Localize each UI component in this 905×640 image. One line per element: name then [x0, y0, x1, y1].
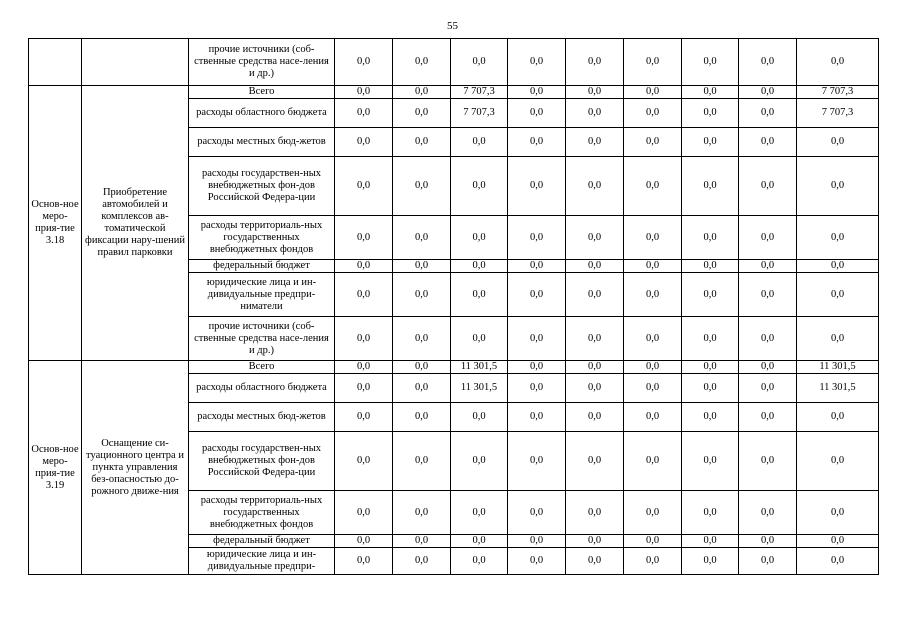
value-cell: 0,0 — [508, 99, 566, 128]
value-cell: 0,0 — [566, 99, 624, 128]
value-cell: 0,0 — [624, 99, 682, 128]
funding-source-cell: федеральный бюджет — [189, 535, 335, 548]
value-cell: 0,0 — [739, 374, 797, 403]
value-cell: 0,0 — [739, 216, 797, 260]
value-cell: 0,0 — [682, 361, 739, 374]
value-cell: 0,0 — [566, 157, 624, 216]
value-cell: 0,0 — [682, 216, 739, 260]
total-value-cell: 0,0 — [797, 403, 879, 432]
value-cell: 0,0 — [335, 491, 393, 535]
value-cell: 0,0 — [335, 317, 393, 361]
value-cell: 0,0 — [335, 548, 393, 575]
value-cell: 0,0 — [393, 273, 451, 317]
funding-source-cell: расходы территориаль-ных государственных внебюджетных фондов — [189, 491, 335, 535]
value-cell: 0,0 — [508, 128, 566, 157]
funding-source-cell: расходы местных бюд-жетов — [189, 403, 335, 432]
total-value-cell: 11 301,5 — [797, 361, 879, 374]
value-cell: 0,0 — [393, 128, 451, 157]
value-cell: 0,0 — [624, 273, 682, 317]
value-cell: 0,0 — [451, 260, 508, 273]
value-cell: 7 707,3 — [451, 86, 508, 99]
funding-source-cell: юридические лица и ин-дивидуальные предпри- — [189, 548, 335, 575]
funding-source-cell: прочие источники (соб-ственные средства насе-ления и др.) — [189, 39, 335, 86]
value-cell: 0,0 — [393, 432, 451, 491]
value-cell: 0,0 — [508, 374, 566, 403]
value-cell: 0,0 — [739, 39, 797, 86]
event-number-cell — [29, 39, 82, 86]
value-cell: 0,0 — [508, 39, 566, 86]
value-cell: 0,0 — [393, 491, 451, 535]
value-cell: 0,0 — [335, 432, 393, 491]
value-cell: 0,0 — [508, 157, 566, 216]
total-value-cell: 0,0 — [797, 317, 879, 361]
value-cell: 0,0 — [451, 548, 508, 575]
value-cell: 0,0 — [624, 403, 682, 432]
value-cell: 0,0 — [566, 128, 624, 157]
total-value-cell: 0,0 — [797, 535, 879, 548]
value-cell: 0,0 — [335, 374, 393, 403]
value-cell: 0,0 — [739, 99, 797, 128]
value-cell: 0,0 — [335, 86, 393, 99]
value-cell: 0,0 — [508, 432, 566, 491]
total-value-cell: 0,0 — [797, 491, 879, 535]
table-row — [29, 361, 879, 374]
value-cell: 0,0 — [335, 403, 393, 432]
table-body — [29, 39, 879, 575]
value-cell: 0,0 — [393, 374, 451, 403]
value-cell: 0,0 — [566, 432, 624, 491]
total-value-cell: 0,0 — [797, 216, 879, 260]
total-value-cell: 0,0 — [797, 273, 879, 317]
value-cell: 0,0 — [451, 39, 508, 86]
total-value-cell: 0,0 — [797, 432, 879, 491]
value-cell: 0,0 — [624, 374, 682, 403]
value-cell: 0,0 — [682, 403, 739, 432]
total-value-cell: 0,0 — [797, 157, 879, 216]
funding-source-cell: расходы местных бюд-жетов — [189, 128, 335, 157]
value-cell: 0,0 — [508, 216, 566, 260]
value-cell: 0,0 — [624, 39, 682, 86]
value-cell: 0,0 — [566, 273, 624, 317]
value-cell: 0,0 — [508, 317, 566, 361]
value-cell: 0,0 — [739, 491, 797, 535]
value-cell: 0,0 — [335, 39, 393, 86]
value-cell: 0,0 — [508, 86, 566, 99]
total-value-cell: 0,0 — [797, 39, 879, 86]
value-cell: 0,0 — [624, 317, 682, 361]
value-cell: 11 301,5 — [451, 374, 508, 403]
value-cell: 0,0 — [335, 99, 393, 128]
event-number-cell: Основ-ное меро-прия-тие 3.18 — [29, 86, 82, 361]
value-cell: 0,0 — [739, 403, 797, 432]
value-cell: 0,0 — [682, 39, 739, 86]
funding-source-cell: расходы территориаль-ных государственных внебюджетных фондов — [189, 216, 335, 260]
event-description-cell — [82, 39, 189, 86]
funding-source-cell: юридические лица и ин-дивидуальные предпри-ниматели — [189, 273, 335, 317]
funding-source-cell: Всего — [189, 86, 335, 99]
value-cell: 0,0 — [335, 535, 393, 548]
value-cell: 7 707,3 — [451, 99, 508, 128]
total-value-cell: 11 301,5 — [797, 374, 879, 403]
value-cell: 0,0 — [393, 403, 451, 432]
value-cell: 0,0 — [624, 432, 682, 491]
value-cell: 0,0 — [624, 128, 682, 157]
funding-source-cell: расходы областного бюджета — [189, 374, 335, 403]
value-cell: 0,0 — [682, 535, 739, 548]
value-cell: 0,0 — [566, 491, 624, 535]
value-cell: 0,0 — [451, 273, 508, 317]
value-cell: 0,0 — [566, 403, 624, 432]
total-value-cell: 7 707,3 — [797, 86, 879, 99]
value-cell: 0,0 — [682, 260, 739, 273]
budget-table — [28, 38, 879, 575]
value-cell: 0,0 — [335, 157, 393, 216]
total-value-cell: 0,0 — [797, 548, 879, 575]
value-cell: 0,0 — [393, 99, 451, 128]
value-cell: 0,0 — [566, 39, 624, 86]
total-value-cell: 0,0 — [797, 260, 879, 273]
event-description-cell: Оснащение си-туационного центра и пункта управления без-опасностью до-рожного движе-ния — [82, 361, 189, 575]
funding-source-cell: Всего — [189, 361, 335, 374]
value-cell: 0,0 — [682, 432, 739, 491]
value-cell: 0,0 — [393, 39, 451, 86]
value-cell: 0,0 — [451, 403, 508, 432]
value-cell: 0,0 — [739, 317, 797, 361]
value-cell: 0,0 — [566, 86, 624, 99]
value-cell: 0,0 — [451, 216, 508, 260]
value-cell: 0,0 — [393, 86, 451, 99]
value-cell: 0,0 — [739, 548, 797, 575]
page-number: 55 — [447, 20, 458, 32]
value-cell: 0,0 — [451, 317, 508, 361]
value-cell: 0,0 — [624, 157, 682, 216]
value-cell: 0,0 — [682, 86, 739, 99]
value-cell: 0,0 — [335, 216, 393, 260]
value-cell: 0,0 — [508, 361, 566, 374]
funding-source-cell: федеральный бюджет — [189, 260, 335, 273]
value-cell: 11 301,5 — [451, 361, 508, 374]
value-cell: 0,0 — [508, 491, 566, 535]
value-cell: 0,0 — [566, 260, 624, 273]
value-cell: 0,0 — [451, 535, 508, 548]
funding-source-cell: расходы государствен-ных внебюджетных фон-дов Российской Федера-ции — [189, 432, 335, 491]
value-cell: 0,0 — [739, 432, 797, 491]
table-row — [29, 39, 879, 86]
value-cell: 0,0 — [393, 157, 451, 216]
funding-source-cell: прочие источники (соб-ственные средства насе-ления и др.) — [189, 317, 335, 361]
value-cell: 0,0 — [682, 317, 739, 361]
value-cell: 0,0 — [739, 157, 797, 216]
value-cell: 0,0 — [624, 260, 682, 273]
value-cell: 0,0 — [739, 273, 797, 317]
value-cell: 0,0 — [393, 535, 451, 548]
value-cell: 0,0 — [335, 273, 393, 317]
value-cell: 0,0 — [739, 260, 797, 273]
value-cell: 0,0 — [739, 535, 797, 548]
value-cell: 0,0 — [739, 361, 797, 374]
value-cell: 0,0 — [624, 548, 682, 575]
value-cell: 0,0 — [682, 548, 739, 575]
value-cell: 0,0 — [508, 535, 566, 548]
value-cell: 0,0 — [682, 128, 739, 157]
value-cell: 0,0 — [624, 86, 682, 99]
value-cell: 0,0 — [682, 491, 739, 535]
value-cell: 0,0 — [335, 128, 393, 157]
value-cell: 0,0 — [335, 260, 393, 273]
value-cell: 0,0 — [566, 216, 624, 260]
value-cell: 0,0 — [508, 548, 566, 575]
value-cell: 0,0 — [624, 216, 682, 260]
value-cell: 0,0 — [566, 535, 624, 548]
value-cell: 0,0 — [566, 548, 624, 575]
value-cell: 0,0 — [682, 374, 739, 403]
value-cell: 0,0 — [451, 128, 508, 157]
value-cell: 0,0 — [566, 361, 624, 374]
total-value-cell: 0,0 — [797, 128, 879, 157]
value-cell: 0,0 — [624, 535, 682, 548]
value-cell: 0,0 — [566, 317, 624, 361]
value-cell: 0,0 — [508, 273, 566, 317]
value-cell: 0,0 — [393, 216, 451, 260]
value-cell: 0,0 — [393, 260, 451, 273]
total-value-cell: 7 707,3 — [797, 99, 879, 128]
funding-source-cell: расходы областного бюджета — [189, 99, 335, 128]
value-cell: 0,0 — [451, 432, 508, 491]
value-cell: 0,0 — [451, 157, 508, 216]
value-cell: 0,0 — [682, 273, 739, 317]
value-cell: 0,0 — [508, 403, 566, 432]
table-row — [29, 86, 879, 99]
value-cell: 0,0 — [682, 99, 739, 128]
value-cell: 0,0 — [335, 361, 393, 374]
value-cell: 0,0 — [624, 361, 682, 374]
value-cell: 0,0 — [624, 491, 682, 535]
value-cell: 0,0 — [739, 128, 797, 157]
value-cell: 0,0 — [451, 491, 508, 535]
value-cell: 0,0 — [566, 374, 624, 403]
value-cell: 0,0 — [393, 317, 451, 361]
value-cell: 0,0 — [393, 548, 451, 575]
event-description-cell: Приобретение автомобилей и комплексов ав-томатической фиксации нару-шений правил парковки — [82, 86, 189, 361]
value-cell: 0,0 — [508, 260, 566, 273]
value-cell: 0,0 — [739, 86, 797, 99]
funding-source-cell: расходы государствен-ных внебюджетных фон-дов Российской Федера-ции — [189, 157, 335, 216]
event-number-cell: Основ-ное меро-прия-тие 3.19 — [29, 361, 82, 575]
value-cell: 0,0 — [682, 157, 739, 216]
value-cell: 0,0 — [393, 361, 451, 374]
